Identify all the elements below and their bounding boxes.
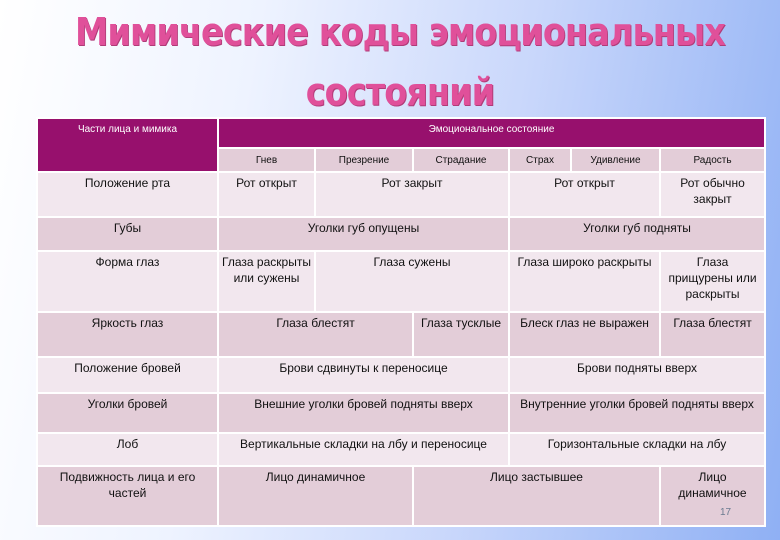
emotion-contempt: Презрение — [315, 148, 413, 172]
header-row — [37, 118, 765, 148]
row-label: Яркость глаз — [37, 312, 218, 357]
table-row — [37, 251, 765, 312]
row-label: Подвижность лица и его частей — [37, 466, 218, 526]
table-cell: Лицо динамичное — [218, 466, 413, 526]
table-row — [37, 466, 765, 526]
row-label: Положение рта — [37, 172, 218, 217]
row-label: Форма глаз — [37, 251, 218, 312]
table-cell: Глаза широко раскрыты — [509, 251, 660, 312]
table-cell: Глаза раскрыты или сужены — [218, 251, 315, 312]
row-label: Лоб — [37, 433, 218, 466]
table-cell: Рот закрыт — [315, 172, 509, 217]
table-cell: Внутренние уголки бровей подняты вверх — [509, 393, 765, 433]
table-cell: Брови сдвинуты к переносице — [218, 357, 509, 393]
table-cell: Глаза блестят — [218, 312, 413, 357]
emotion-joy: Радость — [660, 148, 765, 172]
slide-title — [48, 2, 752, 122]
header-parts: Части лица и мимика — [37, 118, 218, 172]
table-cell: Глаза сужены — [315, 251, 509, 312]
row-label: Губы — [37, 217, 218, 251]
row-label: Положение бровей — [37, 357, 218, 393]
table-cell: Лицо динамичное — [660, 466, 765, 526]
table-cell: Вертикальные складки на лбу и переносице — [218, 433, 509, 466]
table-cell: Рот обычно закрыт — [660, 172, 765, 217]
table-cell: Блеск глаз не выражен — [509, 312, 660, 357]
emotion-suffering: Страдание — [413, 148, 509, 172]
table-row — [37, 433, 765, 466]
emotion-surprise: Удивление — [571, 148, 660, 172]
table-cell: Внешние уголки бровей подняты вверх — [218, 393, 509, 433]
emotion-fear: Страх — [509, 148, 571, 172]
emotion-anger: Гнев — [218, 148, 315, 172]
table-cell: Уголки губ подняты — [509, 217, 765, 251]
table-row — [37, 393, 765, 433]
header-state: Эмоциональное состояние — [218, 118, 765, 148]
table-cell: Рот открыт — [218, 172, 315, 217]
table-row — [37, 217, 765, 251]
table-row — [37, 357, 765, 393]
row-label: Уголки бровей — [37, 393, 218, 433]
table-row — [37, 172, 765, 217]
title-line-2: состояний — [305, 70, 495, 114]
table-cell: Горизонтальные складки на лбу — [509, 433, 765, 466]
table-cell: Глаза прищурены или раскрыты — [660, 251, 765, 312]
table-cell: Лицо застывшее — [413, 466, 660, 526]
page-number: 17 — [720, 507, 732, 518]
emotion-codes-table — [36, 117, 766, 527]
table-cell: Глаза тусклые — [413, 312, 509, 357]
title-line-1: Мимические коды эмоциональных — [75, 10, 725, 54]
table-cell: Глаза блестят — [660, 312, 765, 357]
table-cell: Уголки губ опущены — [218, 217, 509, 251]
table-cell: Рот открыт — [509, 172, 660, 217]
table-cell: Брови подняты вверх — [509, 357, 765, 393]
table-row — [37, 312, 765, 357]
